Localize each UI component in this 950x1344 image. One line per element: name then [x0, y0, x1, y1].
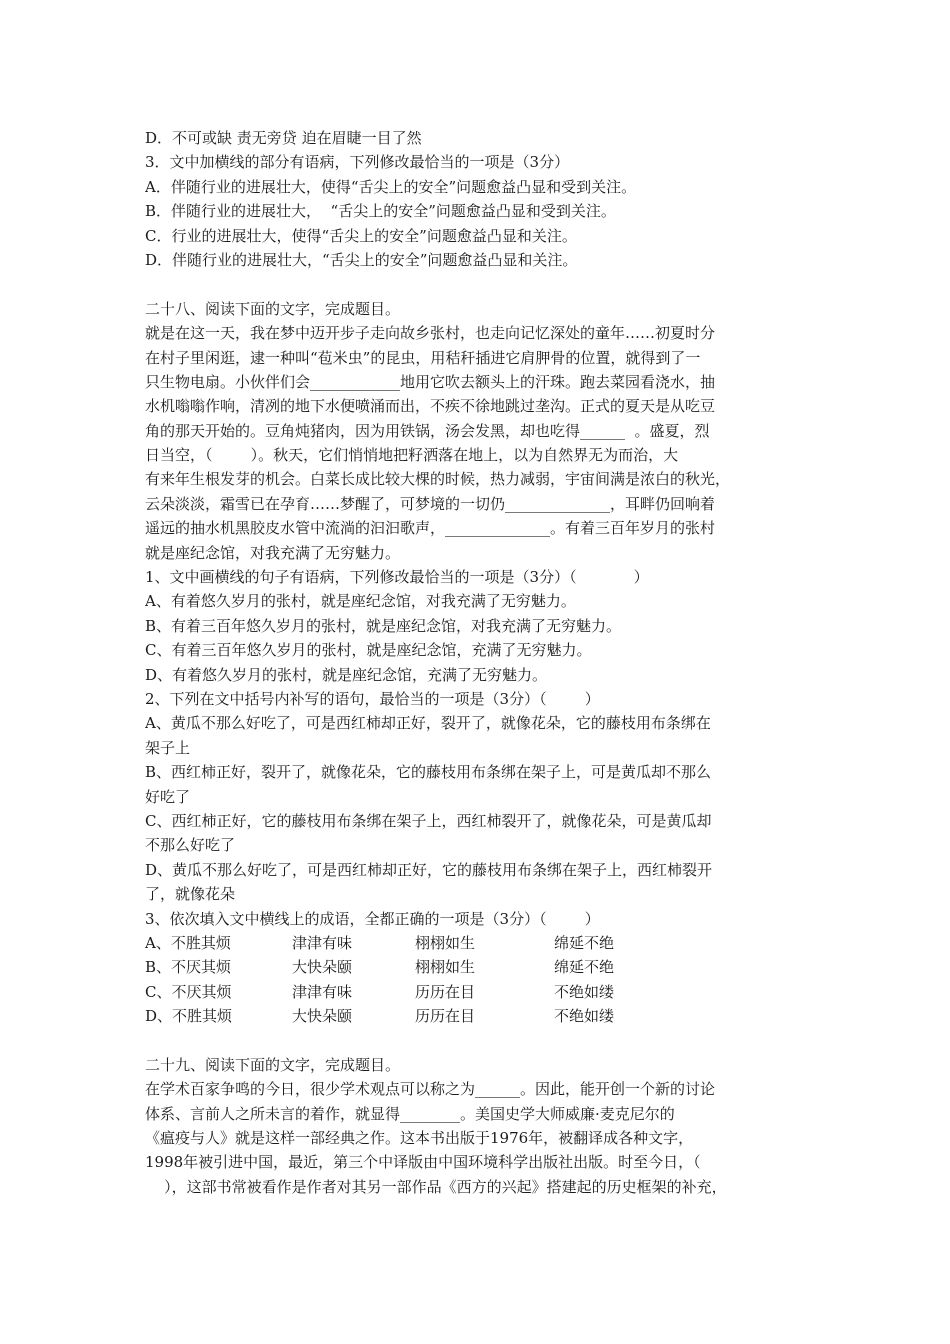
- text-line: 遥远的抽水机黑胶皮水管中流淌的汩汩歌声，______________。有着三百年岁月的张村: [145, 519, 716, 538]
- option-cell: 历历在目: [415, 1007, 476, 1026]
- option-row: [145, 955, 825, 979]
- option-cell: 津津有味: [292, 982, 353, 1001]
- text-line: C、有着三百年悠久岁月的张村，就是座纪念馆，充满了无穷魅力。: [145, 641, 592, 660]
- text-line: C、西红柿正好，它的藤枝用布条绑在架子上，西红柿裂开了，就像花朵，可是黄瓜却: [145, 811, 712, 830]
- text-line: 就是在这一天，我在梦中迈开步子走向故乡张村，也走向记忆深处的童年……初夏时分: [145, 324, 716, 343]
- text-line: B．伴随行业的进展壮大， “舌尖上的安全”问题愈益凸显和受到关注。: [145, 202, 616, 221]
- section-28-passage: [145, 297, 825, 931]
- text-line: 好吃了: [145, 787, 191, 806]
- option-cell: 大快朵颐: [292, 958, 353, 977]
- text-line: C．行业的进展壮大，使得“舌尖上的安全”问题愈益凸显和关注。: [145, 226, 577, 245]
- option-cell: 栩栩如生: [415, 958, 476, 977]
- option-cell: 津津有味: [292, 933, 353, 952]
- text-line: 只生物电扇。小伙伴们会____________地用它吹去额头上的汗珠。跑去菜园看浇水，抽: [145, 372, 716, 391]
- option-row: [145, 980, 825, 1004]
- text-line: 水机嗡嗡作响，清冽的地下水便喷涌而出，不疾不徐地跳过垄沟。正式的夏天是从吃豆: [145, 397, 716, 416]
- text-line: 2、下列在文中括号内补写的语句，最恰当的一项是（3分）（ ）: [145, 689, 600, 708]
- text-line: 架子上: [145, 738, 191, 757]
- text-line: 二十九、阅读下面的文字，完成题目。: [145, 1055, 401, 1074]
- text-line: 体系、言前人之所未言的着作，就显得________。美国史学大师威廉·麦克尼尔的: [145, 1104, 675, 1123]
- option-cell: 大快朵颐: [292, 1007, 353, 1026]
- option-cell: 不绝如缕: [554, 1007, 615, 1026]
- text-line: D、有着悠久岁月的张村，就是座纪念馆，充满了无穷魅力。: [145, 665, 548, 684]
- text-line: 有来年生根发芽的机会。白菜长成比较大棵的时候，热力减弱，宇宙间满是浓白的秋光，: [145, 470, 731, 489]
- text-line: 3、依次填入文中横线上的成语，全都正确的一项是（3分）（ ）: [145, 909, 600, 928]
- option-cell: C、不厌其烦: [145, 982, 232, 1001]
- text-line: 在村子里闲逛，逮一种叫“苞米虫”的昆虫，用秸秆插进它肩胛骨的位置，就得到了一: [145, 348, 701, 367]
- option-cell: 不绝如缕: [554, 982, 615, 1001]
- text-line: D、黄瓜不那么好吃了，可是西红柿却正好，它的藤枝用布条绑在架子上，西红柿裂开: [145, 860, 713, 879]
- option-cell: D、不胜其烦: [145, 1007, 233, 1026]
- option-cell: B、不厌其烦: [145, 958, 232, 977]
- option-cell: 栩栩如生: [415, 933, 476, 952]
- section-29-passage: [145, 1053, 825, 1199]
- option-row: [145, 1004, 825, 1028]
- spacer: [145, 1028, 825, 1052]
- option-row: [145, 931, 825, 955]
- document-page: [145, 126, 825, 1199]
- text-line: 1998年被引进中国，最近，第三个中译版由中国环境科学出版社出版。时至今日，（: [145, 1153, 701, 1172]
- option-cell: 绵延不绝: [554, 958, 615, 977]
- text-line: 在学术百家争鸣的今日，很少学术观点可以称之为______。因此，能开创一个新的讨论: [145, 1080, 716, 1099]
- text-line: B、西红柿正好，裂开了，就像花朵，它的藤枝用布条绑在架子上，可是黄瓜却不那么: [145, 763, 712, 782]
- option-cell: A、不胜其烦: [145, 933, 231, 952]
- text-line: 就是座纪念馆，对我充满了无穷魅力。: [145, 543, 401, 562]
- text-line: 角的那天开始的。豆角炖猪肉，因为用铁锅，汤会发黑，却也吃得______ 。盛夏，烈: [145, 421, 710, 440]
- text-line: 了，就像花朵: [145, 885, 236, 904]
- text-line: A、黄瓜不那么好吃了，可是西红柿却正好，裂开了，就像花朵，它的藤枝用布条绑在: [145, 714, 711, 733]
- text-line: 3．文中加横线的部分有语病，下列修改最恰当的一项是（3分）: [145, 153, 570, 172]
- text-line: B、有着三百年悠久岁月的张村，就是座纪念馆，对我充满了无穷魅力。: [145, 616, 622, 635]
- section-28-idiom-options: [145, 931, 825, 1029]
- text-line: ），这部书常被看作是作者对其另一部作品《西方的兴起》搭建起的历史框架的补充，: [145, 1177, 727, 1196]
- text-line: 不那么好吃了: [145, 836, 236, 855]
- text-line: A．伴随行业的进展壮大，使得“舌尖上的安全”问题愈益凸显和受到关注。: [145, 177, 637, 196]
- text-line: 二十八、阅读下面的文字，完成题目。: [145, 299, 401, 318]
- text-line: A、有着悠久岁月的张村，就是座纪念馆，对我充满了无穷魅力。: [145, 592, 576, 611]
- section-27-questions: [145, 126, 825, 272]
- text-line: D．伴随行业的进展壮大，“舌尖上的安全”问题愈益凸显和关注。: [145, 250, 578, 269]
- text-line: 日当空，（ ）。秋天，它们悄悄地把籽洒落在地上，以为自然界无为而治，大: [145, 446, 679, 465]
- text-line: D．不可或缺 责无旁贷 迫在眉睫一目了然: [145, 129, 422, 147]
- spacer: [145, 272, 825, 296]
- text-line: 《瘟疫与人》就是这样一部经典之作。这本书出版于1976年，被翻译成各种文字，: [145, 1129, 694, 1148]
- option-cell: 历历在目: [415, 982, 476, 1001]
- text-line: 云朵淡淡，霜雪已在孕育……梦醒了，可梦境的一切仍______________，耳畔仍回响着: [145, 494, 716, 513]
- text-line: 1、文中画横线的句子有语病，下列修改最恰当的一项是（3分）（ ）: [145, 568, 649, 587]
- option-cell: 绵延不绝: [554, 933, 615, 952]
